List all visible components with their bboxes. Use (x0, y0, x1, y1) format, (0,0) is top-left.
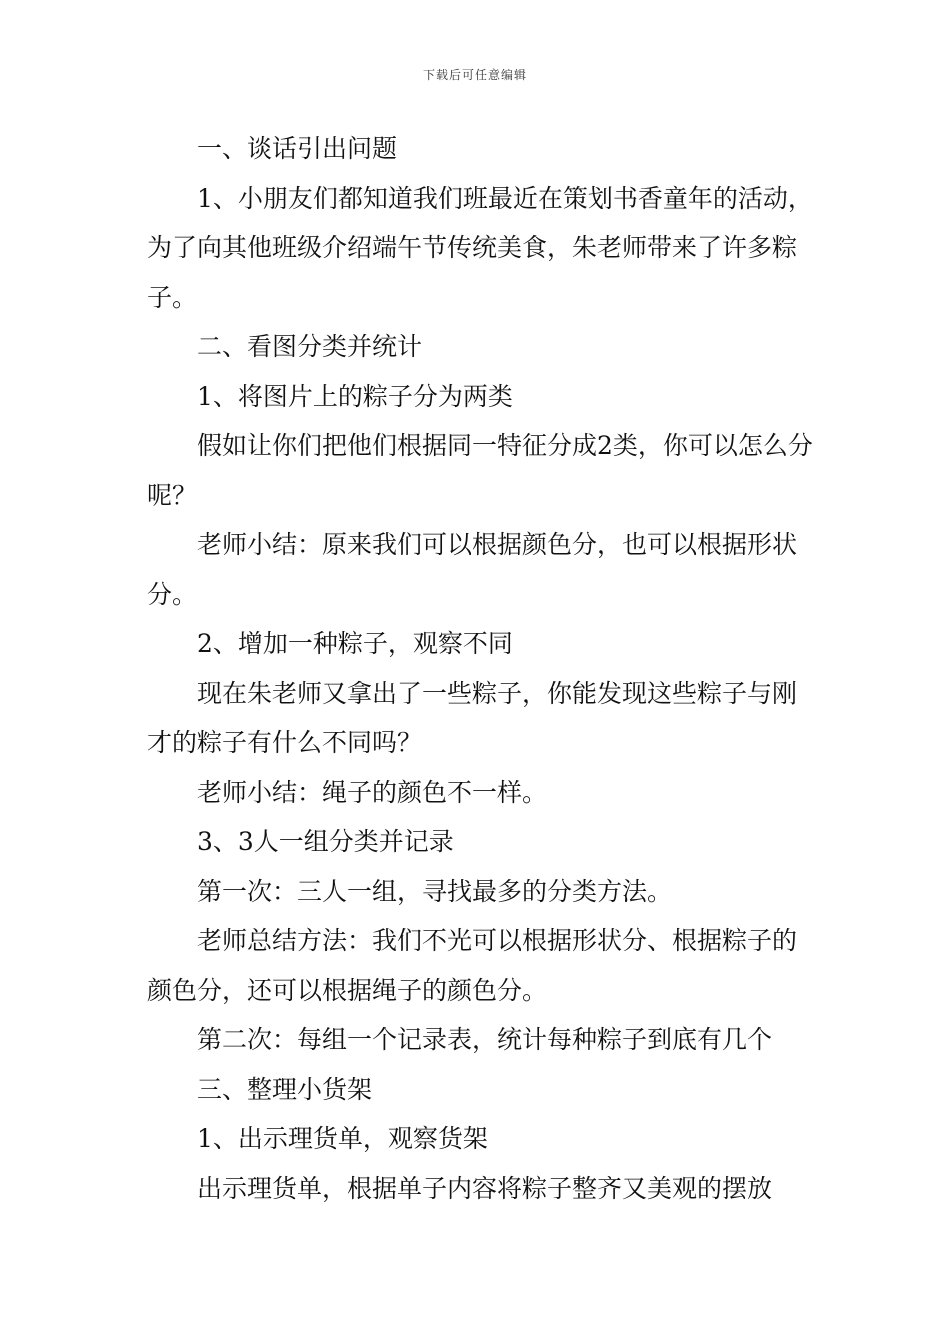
subheading: 1、出示理货单，观察货架 (197, 1124, 488, 1153)
paragraph: 出示理货单，根据单子内容将粽子整齐又美观的摆放 (197, 1173, 773, 1203)
subheading: 1、将图片上的粽子分为两类 (197, 381, 513, 411)
page-header: 下载后可任意编辑 (422, 68, 527, 82)
paragraph: 老师总结方法：我们不光可以根据形状分、根据粽子的颜色分，还可以根据绳子的颜色分。 (147, 926, 798, 1005)
paragraph: 老师小结：绳子的颜色不一样。 (197, 777, 548, 807)
paragraph: 第一次：三人一组，寻找最多的分类方法。 (197, 876, 673, 906)
paragraph: 1、小朋友们都知道我们班最近在策划书香童年的活动，为了向其他班级介绍端午节传统美食，朱老师带来了许多粽子。 (147, 183, 813, 312)
subheading: 3、3人一组分类并记录 (197, 827, 454, 856)
paragraph: 老师小结：原来我们可以根据颜色分，也可以根据形状分。 (147, 530, 798, 609)
section-heading-1: 一、谈话引出问题 (197, 134, 398, 163)
paragraph: 假如让你们把他们根据同一特征分成2类，你可以怎么分呢？ (147, 431, 813, 510)
paragraph: 第二次：每组一个记录表，统计每种粽子到底有几个 (197, 1025, 773, 1054)
subheading: 2、增加一种粽子，观察不同 (197, 629, 513, 658)
section-heading-2: 二、看图分类并统计 (197, 332, 423, 361)
paragraph: 现在朱老师又拿出了一些粽子，你能发现这些粽子与刚才的粽子有什么不同吗？ (147, 678, 798, 757)
document-body (147, 124, 817, 1213)
section-heading-3: 三、整理小货架 (197, 1074, 373, 1104)
